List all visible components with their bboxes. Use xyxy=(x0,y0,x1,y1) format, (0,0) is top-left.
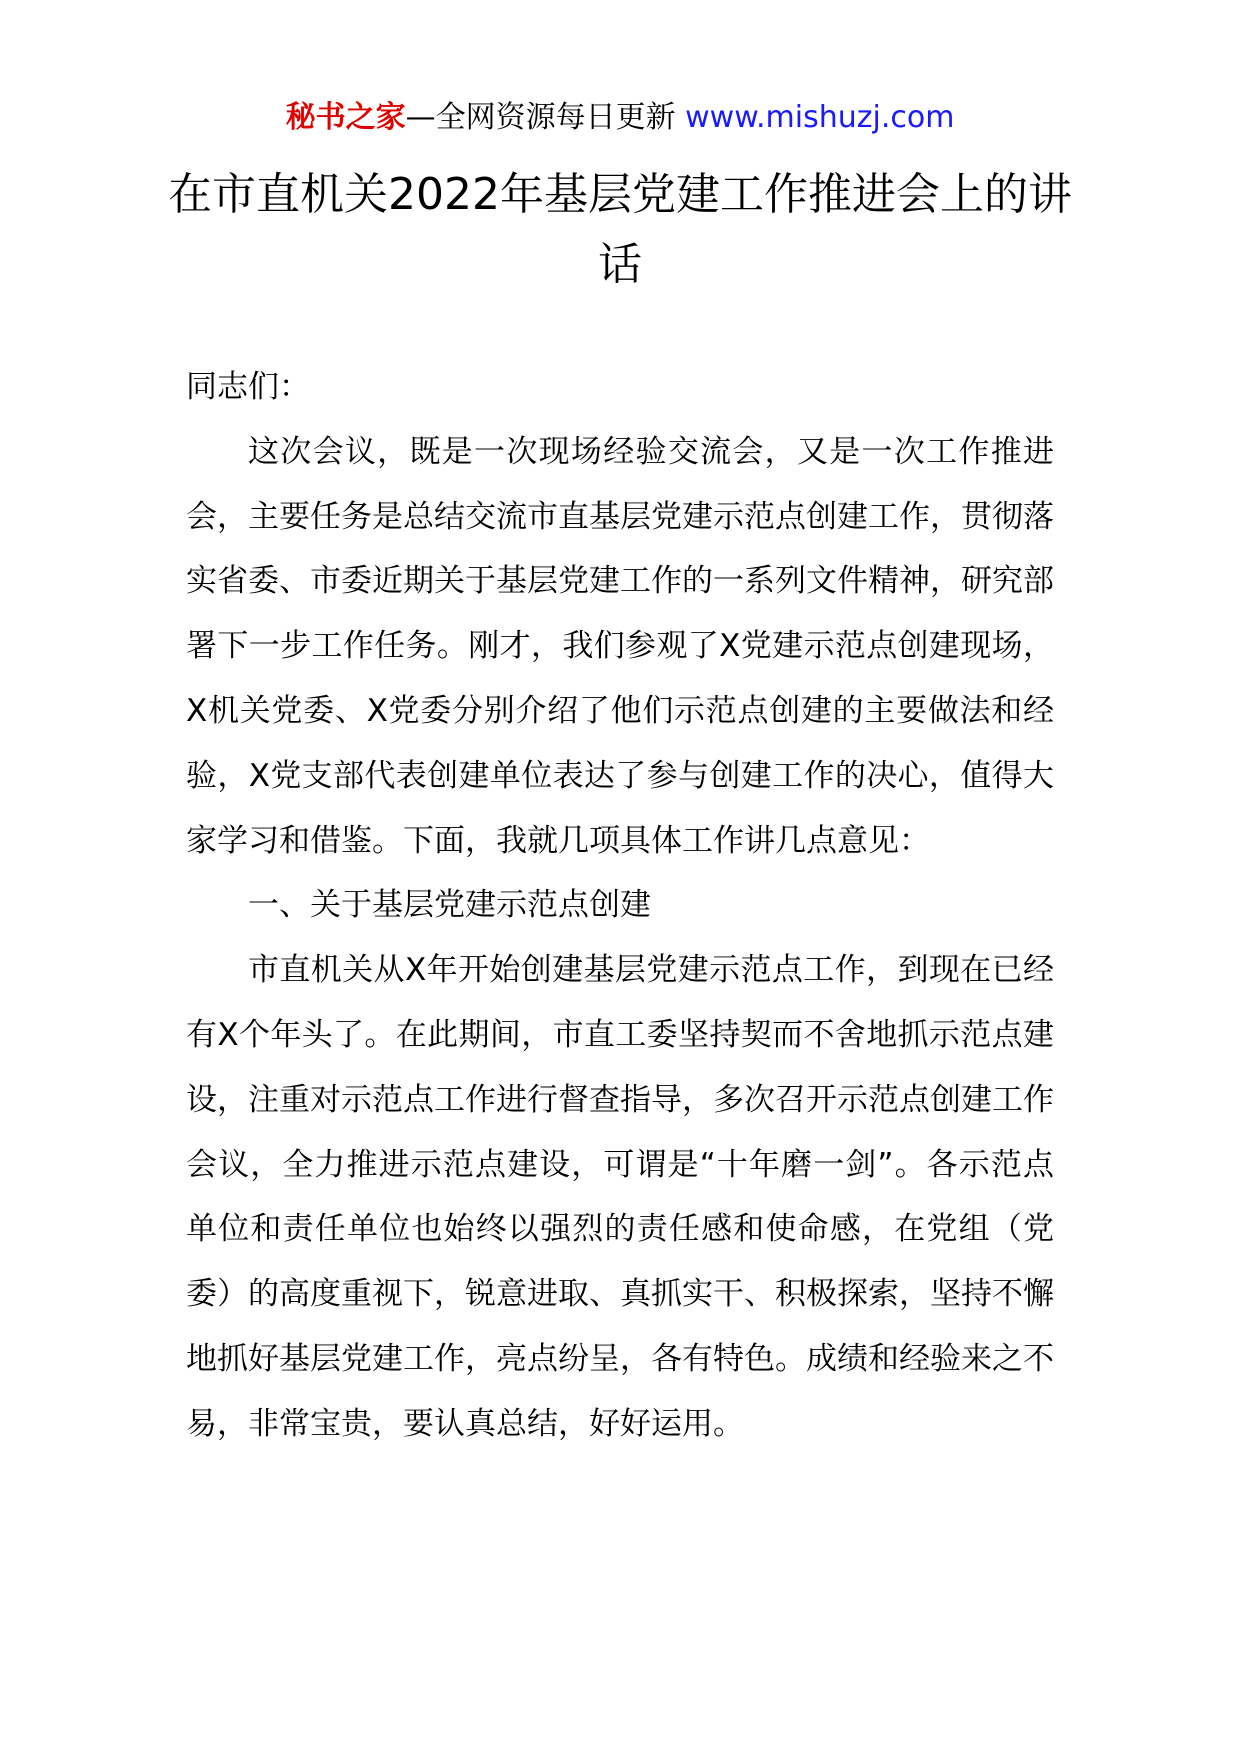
salutation: 同志们： xyxy=(186,369,310,405)
paragraph: 市直机关从X年开始创建基层党建示范点工作，到现在已经有X个年头了。在此期间，市直工委坚持契而不舍地抓示范点建设，注重对示范点工作进行督查指导，多次召开示范点创建工作会议，全力推进示范点建设，可谓是“十年磨一剑”。各示范点单位和责任单位也始终以强烈的责任感和使命感，在党组（党委）的高度重视下，锐意进取、真抓实干、积极探索，坚持不懈地抓好基层党建工作，亮点纷呈，各有特色。成绩和经验来之不易，非常宝贵，要认真总结，好好运用。 xyxy=(186,952,1054,1442)
document-title: 在市直机关2022年基层党建工作推进会上的讲话 xyxy=(168,169,1072,290)
document-body xyxy=(186,355,1054,1457)
site-url-link[interactable]: www.mishuzj.com xyxy=(685,100,955,135)
brand-name: 秘书之家 xyxy=(285,100,406,135)
paragraph: 这次会议，既是一次现场经验交流会，又是一次工作推进会，主要任务是总结交流市直基层党建示范点创建工作，贯彻落实省委、市委近期关于基层党建工作的一系列文件精神，研究部署下一步工作任务。刚才，我们参观了X党建示范点创建现场，X机关党委、X党委分别介绍了他们示范点创建的主要做法和经验，X党支部代表创建单位表达了参与创建工作的决心，值得大家学习和借鉴。下面，我就几项具体工作讲几点意见： xyxy=(186,433,1054,859)
banner-tagline: —全网资源每日更新 xyxy=(405,100,686,135)
site-banner xyxy=(0,98,1240,138)
section-heading: 一、关于基层党建示范点创建 xyxy=(248,887,651,924)
